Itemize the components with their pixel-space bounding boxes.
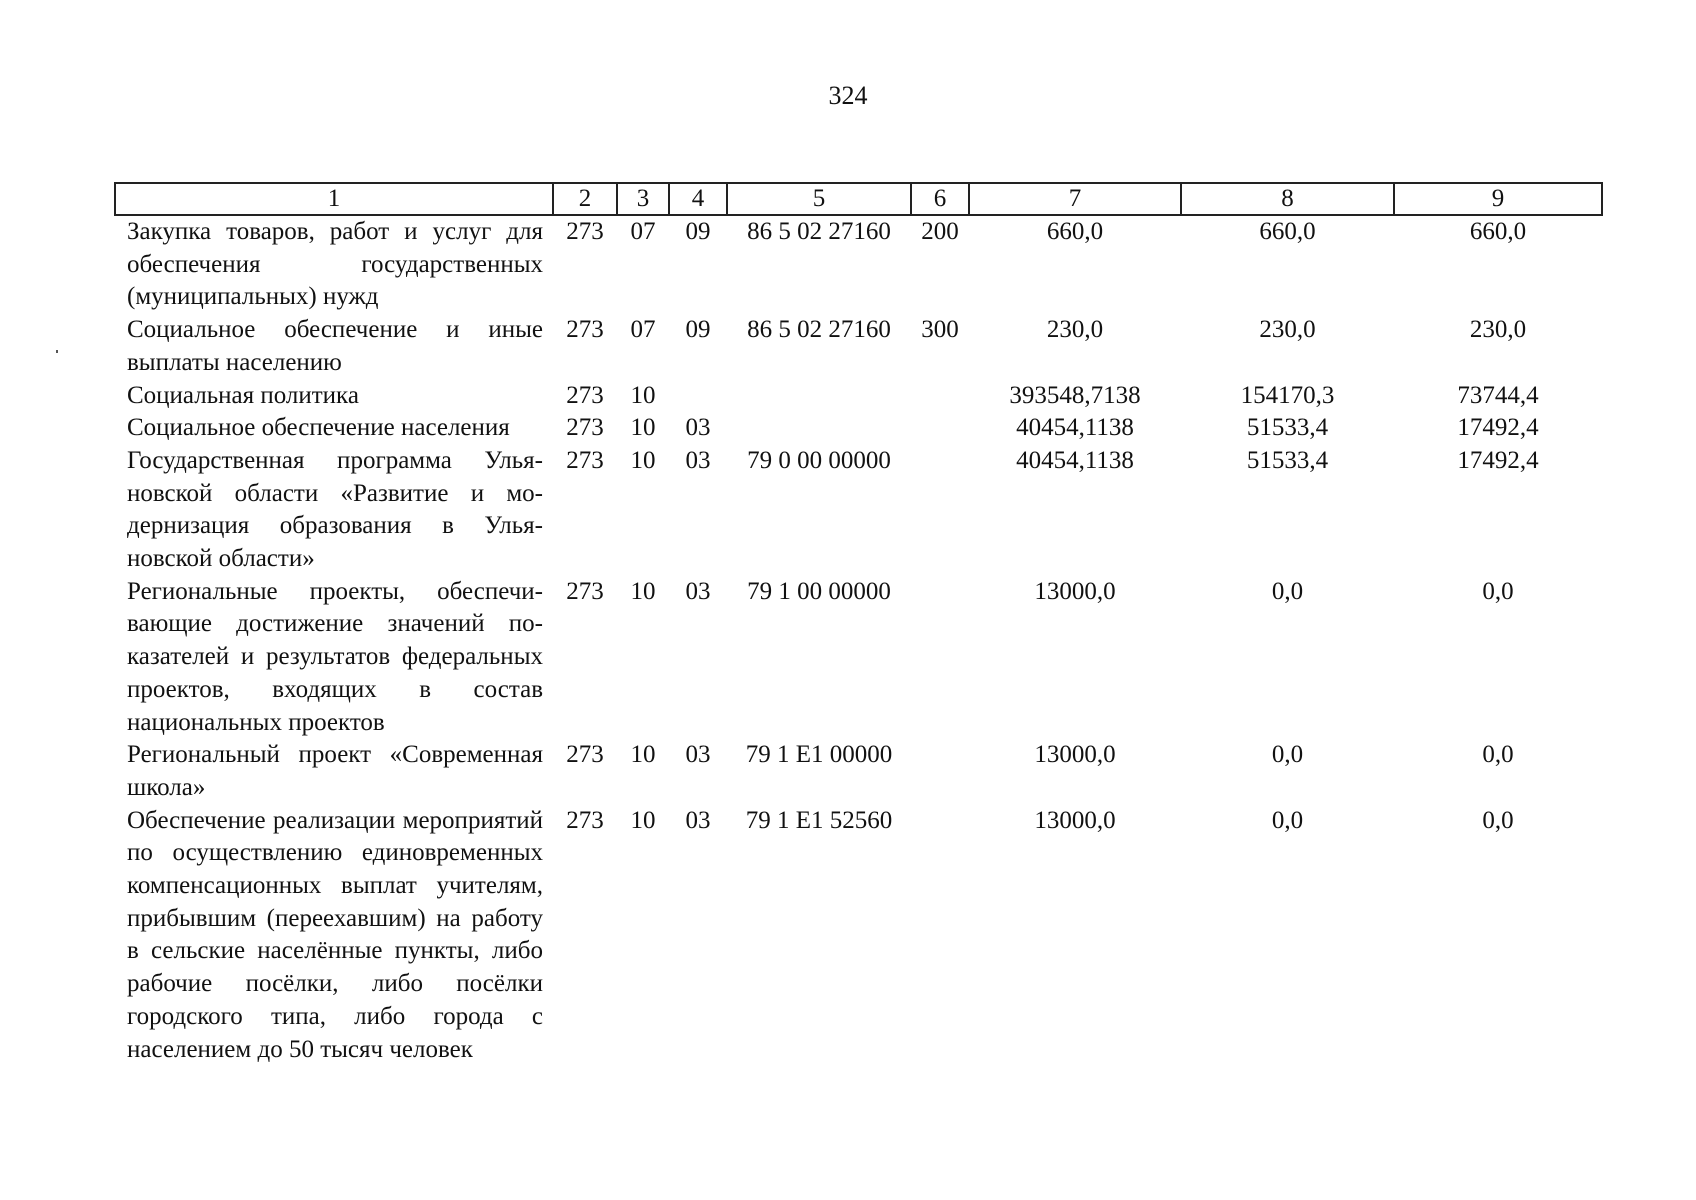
target-article-code: 86 5 02 27160	[747, 316, 891, 344]
scan-speck	[56, 350, 58, 353]
amount-col8: 0,0	[1271, 741, 1304, 769]
amount-col9: 0,0	[1482, 806, 1514, 834]
grbs-code: 273	[566, 381, 604, 409]
row-name: Обеспечение реализации мероприятий по осуществлению единовременных компенсационных выплат учителям, прибывшим (переехавшим) на работу в сельские населённые пункты, либо рабочие посёлки, либо посёлки городского типа, либо города с населением до 50 тысяч человек	[127, 806, 543, 1063]
expense-type-code: 300	[921, 316, 959, 344]
table-row	[115, 445, 1602, 576]
header-cell: 3	[617, 183, 669, 215]
amount-col7: 393548,7138	[1009, 381, 1141, 409]
amount-col8: 0,0	[1271, 577, 1304, 605]
subsection-code	[669, 380, 727, 413]
header-cell: 6	[911, 183, 969, 215]
amount-col8: 230,0	[1259, 316, 1316, 344]
amount-col7: 13000,0	[1034, 806, 1116, 834]
grbs-code: 273	[566, 414, 604, 442]
table-row	[115, 314, 1602, 379]
subsection-code: 03	[685, 806, 711, 834]
amount-col7: 660,0	[1046, 218, 1104, 245]
header-cell: 9	[1394, 183, 1602, 215]
subsection-code: 03	[685, 741, 711, 769]
row-name: Социальное обеспечение и иные выплаты населению	[127, 316, 543, 376]
table-row	[115, 380, 1602, 413]
section-code: 10	[630, 577, 656, 605]
expense-type-code	[911, 739, 969, 804]
budget-table	[114, 182, 1603, 1066]
target-article-code: 79 0 00 00000	[747, 446, 891, 474]
amount-col9: 230,0	[1469, 316, 1527, 344]
header-cell: 7	[969, 183, 1181, 215]
row-name: Региональные проекты, обеспечивающие достижение значений показателей и результатов федеральных проектов, входящих в состав национальных проектов	[127, 577, 543, 736]
amount-col8: 154170,3	[1240, 381, 1335, 409]
grbs-code: 273	[566, 316, 604, 344]
subsection-code: 09	[685, 316, 711, 344]
amount-col8: 0,0	[1271, 806, 1304, 834]
target-article-code	[727, 412, 911, 445]
amount-col9: 660,0	[1469, 218, 1527, 245]
subsection-code: 03	[685, 414, 711, 442]
section-code: 10	[630, 381, 656, 409]
table-row	[115, 805, 1602, 1067]
section-code: 07	[630, 218, 656, 245]
row-name: Государственная программа Ульяновской области «Развитие и модернизация образования в Ульяновской области»	[127, 446, 543, 573]
grbs-code: 273	[566, 741, 604, 769]
amount-col9: 0,0	[1482, 577, 1514, 605]
section-code: 10	[630, 414, 656, 442]
row-name: Социальная политика	[127, 381, 359, 409]
grbs-code: 273	[566, 577, 604, 605]
table-row	[115, 576, 1602, 740]
page-number: 324	[828, 81, 868, 110]
amount-col8: 51533,4	[1246, 414, 1329, 442]
amount-col7: 13000,0	[1034, 741, 1116, 769]
amount-col7: 40454,1138	[1016, 446, 1134, 474]
amount-col9: 73744,4	[1457, 381, 1539, 409]
expense-type-code: 200	[921, 218, 959, 245]
amount-col9: 17492,4	[1457, 414, 1539, 442]
table-row	[115, 215, 1602, 314]
amount-col7: 40454,1138	[1016, 414, 1134, 442]
header-row	[115, 183, 1602, 215]
row-name: Социальное обеспечение населения	[127, 414, 510, 442]
section-code: 07	[630, 316, 656, 344]
expense-type-code	[911, 445, 969, 576]
target-article-code: 79 1 00 00000	[747, 577, 891, 605]
amount-col8: 51533,4	[1246, 446, 1329, 474]
header-cell: 1	[115, 183, 553, 215]
subsection-code: 09	[685, 218, 711, 245]
header-cell: 2	[553, 183, 617, 215]
grbs-code: 273	[566, 218, 604, 245]
target-article-code: 86 5 02 27160	[747, 218, 891, 245]
subsection-code: 03	[685, 577, 711, 605]
amount-col9: 17492,4	[1457, 446, 1539, 474]
expense-type-code	[911, 576, 969, 740]
section-code: 10	[630, 806, 656, 834]
amount-col7: 13000,0	[1034, 577, 1116, 605]
target-article-code: 79 1 E1 52560	[745, 806, 893, 834]
table-row	[115, 739, 1602, 804]
header-cell: 4	[669, 183, 727, 215]
amount-col7: 230,0	[1046, 316, 1104, 344]
section-code: 10	[630, 741, 656, 769]
target-article-code: 79 1 E1 00000	[745, 741, 893, 769]
amount-col8: 660,0	[1259, 218, 1316, 245]
target-article-code	[727, 380, 911, 413]
header-cell: 5	[727, 183, 911, 215]
expense-type-code	[911, 412, 969, 445]
subsection-code: 03	[685, 446, 711, 474]
section-code: 10	[630, 446, 656, 474]
grbs-code: 273	[566, 806, 604, 834]
grbs-code: 273	[566, 446, 604, 474]
expense-type-code	[911, 380, 969, 413]
row-name: Закупка товаров, работ и услуг для обеспечения государственных (муниципальных) нужд	[127, 218, 543, 311]
row-name: Региональный проект «Современная школа»	[127, 741, 543, 801]
expense-type-code	[911, 805, 969, 1067]
table-row	[115, 412, 1602, 445]
header-cell: 8	[1181, 183, 1394, 215]
amount-col9: 0,0	[1482, 741, 1514, 769]
